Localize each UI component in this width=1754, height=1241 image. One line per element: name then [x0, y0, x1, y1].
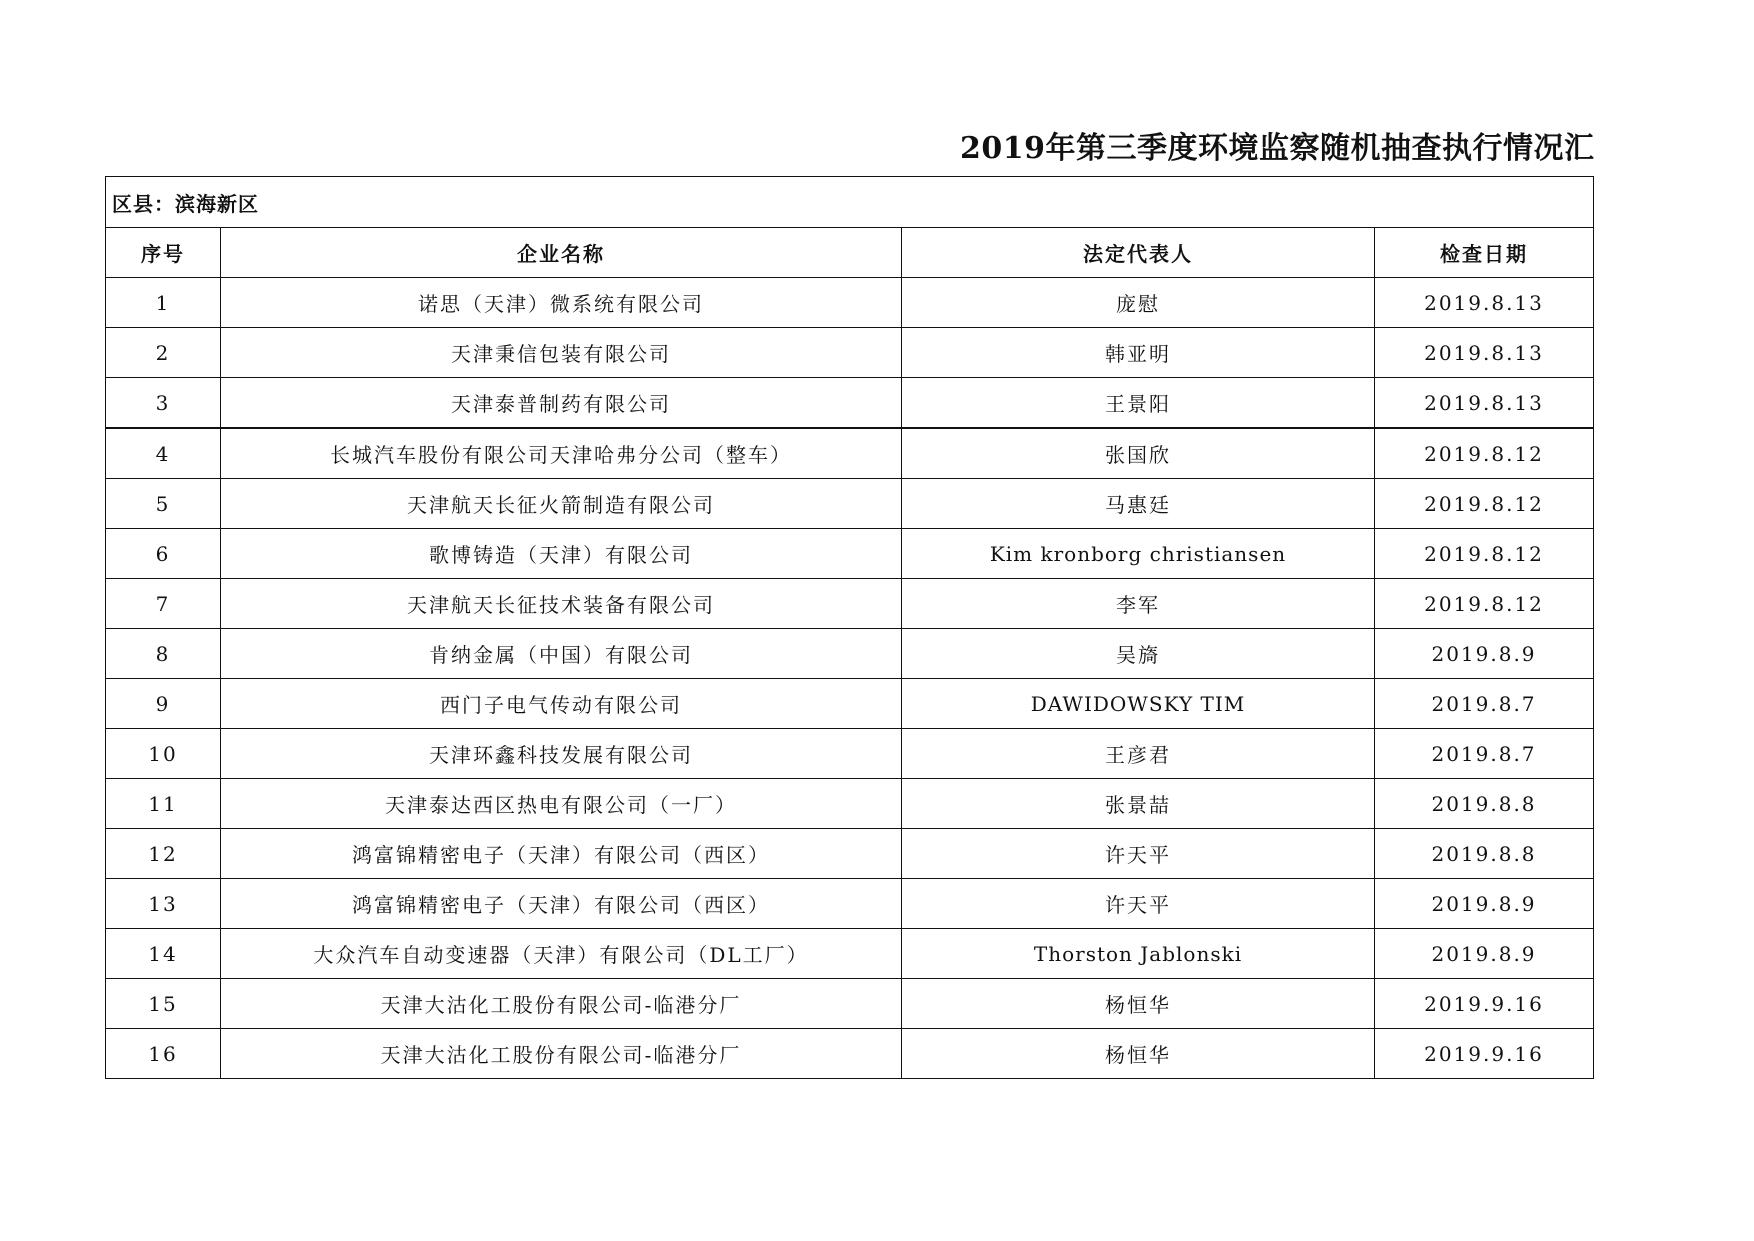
inspection-date: 2019.8.12 — [1375, 428, 1594, 479]
table-row — [106, 729, 1594, 779]
row-index: 14 — [106, 929, 221, 979]
company-name: 鸿富锦精密电子（天津）有限公司（西区） — [221, 879, 902, 929]
inspection-date: 2019.9.16 — [1375, 1029, 1594, 1079]
legal-representative: 吴旖 — [902, 629, 1375, 679]
inspection-date: 2019.8.12 — [1375, 479, 1594, 529]
row-index: 1 — [106, 278, 221, 328]
inspection-date: 2019.8.12 — [1375, 579, 1594, 629]
inspection-date: 2019.8.9 — [1375, 929, 1594, 979]
row-index: 6 — [106, 529, 221, 579]
inspection-date: 2019.8.13 — [1375, 328, 1594, 378]
table-row — [106, 378, 1594, 429]
company-name: 天津大沽化工股份有限公司-临港分厂 — [221, 979, 902, 1029]
company-name: 大众汽车自动变速器（天津）有限公司（DL工厂） — [221, 929, 902, 979]
legal-representative: DAWIDOWSKY TIM — [902, 679, 1375, 729]
table-row — [106, 428, 1594, 479]
row-index: 2 — [106, 328, 221, 378]
company-name: 天津航天长征火箭制造有限公司 — [221, 479, 902, 529]
company-name: 长城汽车股份有限公司天津哈弗分公司（整车） — [221, 428, 902, 479]
company-name: 肯纳金属（中国）有限公司 — [221, 629, 902, 679]
company-name: 天津大沽化工股份有限公司-临港分厂 — [221, 1029, 902, 1079]
table-row — [106, 579, 1594, 629]
legal-representative: 王景阳 — [902, 378, 1375, 429]
table-row — [106, 779, 1594, 829]
row-index: 7 — [106, 579, 221, 629]
row-index: 13 — [106, 879, 221, 929]
company-name: 歌博铸造（天津）有限公司 — [221, 529, 902, 579]
inspection-date: 2019.9.16 — [1375, 979, 1594, 1029]
table-row — [106, 979, 1594, 1029]
inspection-date: 2019.8.13 — [1375, 378, 1594, 429]
row-index: 15 — [106, 979, 221, 1029]
inspection-date: 2019.8.8 — [1375, 779, 1594, 829]
company-name: 西门子电气传动有限公司 — [221, 679, 902, 729]
row-index: 11 — [106, 779, 221, 829]
company-name: 鸿富锦精密电子（天津）有限公司（西区） — [221, 829, 902, 879]
table-row — [106, 929, 1594, 979]
table-row — [106, 278, 1594, 328]
row-index: 10 — [106, 729, 221, 779]
header-inspection-date: 检查日期 — [1375, 228, 1594, 278]
company-name: 天津航天长征技术装备有限公司 — [221, 579, 902, 629]
inspection-date: 2019.8.12 — [1375, 529, 1594, 579]
table-row — [106, 479, 1594, 529]
company-name: 天津泰达西区热电有限公司（一厂） — [221, 779, 902, 829]
legal-representative: 许天平 — [902, 879, 1375, 929]
row-index: 3 — [106, 378, 221, 429]
table-row — [106, 328, 1594, 378]
legal-representative: 王彦君 — [902, 729, 1375, 779]
legal-representative: Thorston Jablonski — [902, 929, 1375, 979]
row-index: 9 — [106, 679, 221, 729]
legal-representative: 张景喆 — [902, 779, 1375, 829]
table-row — [106, 829, 1594, 879]
table-row — [106, 529, 1594, 579]
row-index: 4 — [106, 428, 221, 479]
row-index: 12 — [106, 829, 221, 879]
legal-representative: Kim kronborg christiansen — [902, 529, 1375, 579]
inspection-date: 2019.8.7 — [1375, 679, 1594, 729]
legal-representative: 庞慰 — [902, 278, 1375, 328]
inspection-table — [105, 176, 1594, 1079]
inspection-date: 2019.8.7 — [1375, 729, 1594, 779]
row-index: 5 — [106, 479, 221, 529]
table-row — [106, 679, 1594, 729]
header-index: 序号 — [106, 228, 221, 278]
region-label: 区县：滨海新区 — [106, 177, 1594, 228]
page-title: 2019年第三季度环境监察随机抽查执行情况汇 — [960, 131, 1595, 166]
company-name: 天津泰普制药有限公司 — [221, 378, 902, 429]
legal-representative: 杨恒华 — [902, 979, 1375, 1029]
header-legal-representative: 法定代表人 — [902, 228, 1375, 278]
table-row — [106, 629, 1594, 679]
company-name: 天津环鑫科技发展有限公司 — [221, 729, 902, 779]
legal-representative: 许天平 — [902, 829, 1375, 879]
legal-representative: 马惠廷 — [902, 479, 1375, 529]
table-row — [106, 1029, 1594, 1079]
inspection-date: 2019.8.9 — [1375, 879, 1594, 929]
legal-representative: 韩亚明 — [902, 328, 1375, 378]
row-index: 8 — [106, 629, 221, 679]
region-row — [106, 177, 1594, 228]
inspection-date: 2019.8.9 — [1375, 629, 1594, 679]
table-row — [106, 879, 1594, 929]
legal-representative: 张国欣 — [902, 428, 1375, 479]
legal-representative: 杨恒华 — [902, 1029, 1375, 1079]
inspection-date: 2019.8.13 — [1375, 278, 1594, 328]
header-row — [106, 228, 1594, 278]
company-name: 诺思（天津）微系统有限公司 — [221, 278, 902, 328]
legal-representative: 李军 — [902, 579, 1375, 629]
row-index: 16 — [106, 1029, 221, 1079]
header-company-name: 企业名称 — [221, 228, 902, 278]
company-name: 天津秉信包装有限公司 — [221, 328, 902, 378]
inspection-date: 2019.8.8 — [1375, 829, 1594, 879]
